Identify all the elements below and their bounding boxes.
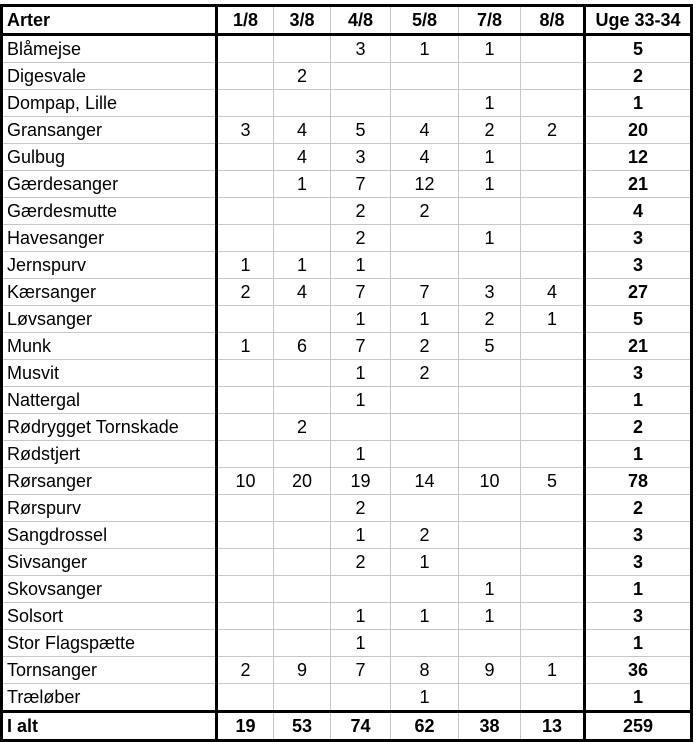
species-name-cell[interactable]: Kærsanger xyxy=(2,279,217,306)
count-cell[interactable]: 1 xyxy=(274,252,331,279)
column-header-date[interactable]: 8/8 xyxy=(521,6,585,35)
column-header-date[interactable]: 1/8 xyxy=(217,6,274,35)
count-cell[interactable] xyxy=(459,441,521,468)
count-cell[interactable] xyxy=(331,576,391,603)
species-total-cell[interactable]: 21 xyxy=(585,333,692,360)
count-cell[interactable] xyxy=(459,252,521,279)
count-cell[interactable]: 9 xyxy=(459,657,521,684)
species-name-cell[interactable]: Rødstjert xyxy=(2,441,217,468)
count-cell[interactable] xyxy=(521,630,585,657)
total-cell[interactable]: 74 xyxy=(331,712,391,741)
count-cell[interactable] xyxy=(217,360,274,387)
count-cell[interactable]: 1 xyxy=(391,306,459,333)
count-cell[interactable] xyxy=(391,63,459,90)
species-total-cell[interactable]: 4 xyxy=(585,198,692,225)
species-total-cell[interactable]: 2 xyxy=(585,495,692,522)
species-name-cell[interactable]: Havesanger xyxy=(2,225,217,252)
species-total-cell[interactable]: 3 xyxy=(585,225,692,252)
count-cell[interactable] xyxy=(391,252,459,279)
species-total-cell[interactable]: 3 xyxy=(585,522,692,549)
count-cell[interactable]: 4 xyxy=(521,279,585,306)
count-cell[interactable] xyxy=(274,603,331,630)
table-row xyxy=(2,657,692,684)
table-row xyxy=(2,603,692,630)
count-cell[interactable]: 2 xyxy=(391,198,459,225)
total-row xyxy=(2,712,692,741)
species-count-table xyxy=(0,4,693,742)
grand-total-cell[interactable]: 259 xyxy=(585,712,692,741)
species-total-cell[interactable]: 1 xyxy=(585,441,692,468)
table-row xyxy=(2,171,692,198)
column-header-week-total[interactable]: Uge 33-34 xyxy=(585,6,692,35)
count-cell[interactable]: 2 xyxy=(274,414,331,441)
count-cell[interactable] xyxy=(391,90,459,117)
count-cell[interactable]: 7 xyxy=(331,657,391,684)
count-cell[interactable]: 2 xyxy=(459,117,521,144)
species-name-cell[interactable]: Gærdesmutte xyxy=(2,198,217,225)
count-cell[interactable]: 4 xyxy=(274,279,331,306)
count-cell[interactable] xyxy=(521,198,585,225)
count-cell[interactable] xyxy=(217,495,274,522)
count-cell[interactable] xyxy=(459,414,521,441)
count-cell[interactable] xyxy=(217,198,274,225)
total-cell[interactable]: 62 xyxy=(391,712,459,741)
count-cell[interactable] xyxy=(217,35,274,63)
column-header-date[interactable]: 7/8 xyxy=(459,6,521,35)
count-cell[interactable] xyxy=(217,90,274,117)
count-cell[interactable]: 2 xyxy=(331,495,391,522)
count-cell[interactable]: 4 xyxy=(274,144,331,171)
count-cell[interactable] xyxy=(217,630,274,657)
count-cell[interactable] xyxy=(521,603,585,630)
species-total-cell[interactable]: 3 xyxy=(585,252,692,279)
species-total-cell[interactable]: 36 xyxy=(585,657,692,684)
species-total-cell[interactable]: 1 xyxy=(585,576,692,603)
table-row xyxy=(2,630,692,657)
count-cell[interactable] xyxy=(459,495,521,522)
count-cell[interactable] xyxy=(459,684,521,712)
count-cell[interactable] xyxy=(274,225,331,252)
count-cell[interactable]: 2 xyxy=(521,117,585,144)
count-cell[interactable]: 3 xyxy=(459,279,521,306)
count-cell[interactable]: 1 xyxy=(331,603,391,630)
species-total-cell[interactable]: 3 xyxy=(585,360,692,387)
count-cell[interactable] xyxy=(217,441,274,468)
species-total-cell[interactable]: 12 xyxy=(585,144,692,171)
count-cell[interactable] xyxy=(521,387,585,414)
header-row xyxy=(2,6,692,35)
table-row xyxy=(2,279,692,306)
species-name-cell[interactable]: Træløber xyxy=(2,684,217,712)
count-cell[interactable] xyxy=(274,630,331,657)
column-header-date[interactable]: 5/8 xyxy=(391,6,459,35)
count-cell[interactable] xyxy=(521,441,585,468)
count-cell[interactable] xyxy=(521,549,585,576)
count-cell[interactable]: 3 xyxy=(331,144,391,171)
count-cell[interactable]: 1 xyxy=(331,252,391,279)
count-cell[interactable] xyxy=(521,225,585,252)
species-total-cell[interactable]: 21 xyxy=(585,171,692,198)
count-cell[interactable] xyxy=(274,549,331,576)
count-cell[interactable] xyxy=(217,414,274,441)
count-cell[interactable]: 6 xyxy=(274,333,331,360)
table-row xyxy=(2,90,692,117)
count-cell[interactable]: 3 xyxy=(331,35,391,63)
species-total-cell[interactable]: 27 xyxy=(585,279,692,306)
count-cell[interactable]: 7 xyxy=(331,171,391,198)
total-cell[interactable]: 13 xyxy=(521,712,585,741)
count-cell[interactable] xyxy=(274,360,331,387)
table-row xyxy=(2,387,692,414)
count-cell[interactable] xyxy=(521,144,585,171)
count-cell[interactable] xyxy=(459,387,521,414)
table-row xyxy=(2,198,692,225)
count-cell[interactable] xyxy=(331,90,391,117)
count-cell[interactable] xyxy=(274,576,331,603)
species-name-cell[interactable]: Digesvale xyxy=(2,63,217,90)
count-cell[interactable] xyxy=(274,684,331,712)
count-cell[interactable] xyxy=(274,495,331,522)
species-total-cell[interactable]: 5 xyxy=(585,35,692,63)
count-cell[interactable] xyxy=(217,144,274,171)
total-cell[interactable]: 53 xyxy=(274,712,331,741)
count-cell[interactable]: 1 xyxy=(459,603,521,630)
count-cell[interactable] xyxy=(217,387,274,414)
species-name-cell[interactable]: Sivsanger xyxy=(2,549,217,576)
count-cell[interactable]: 2 xyxy=(217,657,274,684)
count-cell[interactable]: 7 xyxy=(391,279,459,306)
table-row xyxy=(2,684,692,712)
count-cell[interactable] xyxy=(217,684,274,712)
table-row xyxy=(2,117,692,144)
count-cell[interactable]: 1 xyxy=(391,603,459,630)
species-name-cell[interactable]: Gulbug xyxy=(2,144,217,171)
count-cell[interactable] xyxy=(459,522,521,549)
species-name-cell[interactable]: Gransanger xyxy=(2,117,217,144)
count-cell[interactable]: 10 xyxy=(459,468,521,495)
count-cell[interactable]: 1 xyxy=(217,252,274,279)
count-cell[interactable] xyxy=(217,576,274,603)
count-cell[interactable] xyxy=(521,684,585,712)
species-name-cell[interactable]: Sangdrossel xyxy=(2,522,217,549)
count-cell[interactable] xyxy=(521,252,585,279)
count-cell[interactable]: 9 xyxy=(274,657,331,684)
count-cell[interactable]: 4 xyxy=(391,117,459,144)
count-cell[interactable] xyxy=(391,441,459,468)
column-header-species[interactable]: Arter xyxy=(2,6,217,35)
count-cell[interactable] xyxy=(217,603,274,630)
count-cell[interactable]: 1 xyxy=(274,171,331,198)
count-cell[interactable] xyxy=(274,306,331,333)
count-cell[interactable]: 8 xyxy=(391,657,459,684)
count-cell[interactable] xyxy=(521,90,585,117)
count-cell[interactable] xyxy=(274,441,331,468)
count-cell[interactable]: 10 xyxy=(217,468,274,495)
count-cell[interactable]: 14 xyxy=(391,468,459,495)
table-row xyxy=(2,144,692,171)
count-cell[interactable] xyxy=(331,684,391,712)
table-row xyxy=(2,306,692,333)
species-name-cell[interactable]: Tornsanger xyxy=(2,657,217,684)
count-cell[interactable]: 7 xyxy=(331,279,391,306)
count-cell[interactable] xyxy=(331,414,391,441)
table-row xyxy=(2,252,692,279)
count-cell[interactable]: 1 xyxy=(459,576,521,603)
table-row xyxy=(2,333,692,360)
species-total-cell[interactable]: 1 xyxy=(585,387,692,414)
count-cell[interactable]: 12 xyxy=(391,171,459,198)
count-cell[interactable] xyxy=(391,495,459,522)
count-cell[interactable]: 1 xyxy=(331,360,391,387)
count-cell[interactable] xyxy=(391,225,459,252)
count-cell[interactable]: 7 xyxy=(331,333,391,360)
count-cell[interactable]: 2 xyxy=(217,279,274,306)
count-cell[interactable]: 1 xyxy=(459,90,521,117)
table-body xyxy=(2,35,692,712)
count-cell[interactable] xyxy=(521,171,585,198)
species-name-cell[interactable]: Munk xyxy=(2,333,217,360)
count-cell[interactable] xyxy=(274,35,331,63)
count-cell[interactable]: 2 xyxy=(391,522,459,549)
table-row xyxy=(2,522,692,549)
count-cell[interactable]: 2 xyxy=(391,333,459,360)
count-cell[interactable] xyxy=(217,171,274,198)
species-name-cell[interactable]: Rødrygget Tornskade xyxy=(2,414,217,441)
count-cell[interactable]: 1 xyxy=(391,35,459,63)
count-cell[interactable] xyxy=(521,576,585,603)
count-cell[interactable]: 3 xyxy=(217,117,274,144)
count-cell[interactable]: 2 xyxy=(331,198,391,225)
table-row xyxy=(2,360,692,387)
count-cell[interactable]: 2 xyxy=(274,63,331,90)
table-row xyxy=(2,414,692,441)
count-cell[interactable] xyxy=(459,360,521,387)
count-cell[interactable]: 2 xyxy=(459,306,521,333)
species-name-cell[interactable]: Rørsanger xyxy=(2,468,217,495)
count-cell[interactable] xyxy=(459,549,521,576)
count-cell[interactable] xyxy=(521,495,585,522)
count-cell[interactable]: 1 xyxy=(331,387,391,414)
count-cell[interactable]: 1 xyxy=(459,35,521,63)
count-cell[interactable] xyxy=(391,576,459,603)
table-row xyxy=(2,495,692,522)
species-total-cell[interactable]: 1 xyxy=(585,90,692,117)
count-cell[interactable] xyxy=(521,360,585,387)
count-cell[interactable]: 1 xyxy=(331,522,391,549)
total-label[interactable]: I alt xyxy=(2,712,217,741)
species-name-cell[interactable]: Gærdesanger xyxy=(2,171,217,198)
species-total-cell[interactable]: 2 xyxy=(585,414,692,441)
species-total-cell[interactable]: 1 xyxy=(585,684,692,712)
count-cell[interactable] xyxy=(391,414,459,441)
count-cell[interactable] xyxy=(331,63,391,90)
count-cell[interactable] xyxy=(521,35,585,63)
count-cell[interactable]: 4 xyxy=(391,144,459,171)
species-name-cell[interactable]: Skovsanger xyxy=(2,576,217,603)
count-cell[interactable] xyxy=(274,522,331,549)
count-cell[interactable]: 5 xyxy=(459,333,521,360)
count-cell[interactable] xyxy=(274,90,331,117)
species-total-cell[interactable]: 3 xyxy=(585,549,692,576)
count-cell[interactable] xyxy=(521,414,585,441)
count-cell[interactable]: 1 xyxy=(391,549,459,576)
count-cell[interactable] xyxy=(391,387,459,414)
count-cell[interactable]: 1 xyxy=(521,657,585,684)
table-row xyxy=(2,225,692,252)
species-name-cell[interactable]: Blåmejse xyxy=(2,35,217,63)
total-cell[interactable]: 38 xyxy=(459,712,521,741)
count-cell[interactable] xyxy=(521,522,585,549)
table-row xyxy=(2,35,692,63)
count-cell[interactable]: 1 xyxy=(217,333,274,360)
count-cell[interactable]: 5 xyxy=(331,117,391,144)
count-cell[interactable]: 5 xyxy=(521,468,585,495)
species-name-cell[interactable]: Rørspurv xyxy=(2,495,217,522)
count-cell[interactable] xyxy=(459,630,521,657)
count-cell[interactable] xyxy=(391,630,459,657)
species-name-cell[interactable]: Dompap, Lille xyxy=(2,90,217,117)
count-cell[interactable]: 19 xyxy=(331,468,391,495)
count-cell[interactable]: 1 xyxy=(331,441,391,468)
count-cell[interactable] xyxy=(217,522,274,549)
table-row xyxy=(2,441,692,468)
count-cell[interactable] xyxy=(459,63,521,90)
species-name-cell[interactable]: Musvit xyxy=(2,360,217,387)
count-cell[interactable]: 1 xyxy=(459,171,521,198)
table-row xyxy=(2,576,692,603)
species-total-cell[interactable]: 5 xyxy=(585,306,692,333)
count-cell[interactable] xyxy=(521,63,585,90)
count-cell[interactable]: 2 xyxy=(391,360,459,387)
total-cell[interactable]: 19 xyxy=(217,712,274,741)
species-total-cell[interactable]: 20 xyxy=(585,117,692,144)
count-cell[interactable]: 1 xyxy=(331,306,391,333)
species-name-cell[interactable]: Nattergal xyxy=(2,387,217,414)
count-cell[interactable]: 1 xyxy=(521,306,585,333)
column-header-date[interactable]: 3/8 xyxy=(274,6,331,35)
species-name-cell[interactable]: Solsort xyxy=(2,603,217,630)
count-cell[interactable]: 1 xyxy=(459,225,521,252)
count-cell[interactable]: 1 xyxy=(459,144,521,171)
count-cell[interactable] xyxy=(521,333,585,360)
species-total-cell[interactable]: 78 xyxy=(585,468,692,495)
count-cell[interactable] xyxy=(217,549,274,576)
count-cell[interactable] xyxy=(459,198,521,225)
table-row xyxy=(2,468,692,495)
count-cell[interactable] xyxy=(217,225,274,252)
table-row xyxy=(2,63,692,90)
species-name-cell[interactable]: Løvsanger xyxy=(2,306,217,333)
column-header-date[interactable]: 4/8 xyxy=(331,6,391,35)
count-cell[interactable]: 4 xyxy=(274,117,331,144)
count-cell[interactable]: 2 xyxy=(331,225,391,252)
count-cell[interactable] xyxy=(217,306,274,333)
species-total-cell[interactable]: 3 xyxy=(585,603,692,630)
table-row xyxy=(2,549,692,576)
count-cell[interactable]: 1 xyxy=(331,630,391,657)
count-cell[interactable]: 20 xyxy=(274,468,331,495)
species-total-cell[interactable]: 2 xyxy=(585,63,692,90)
count-cell[interactable] xyxy=(274,387,331,414)
count-cell[interactable]: 2 xyxy=(331,549,391,576)
count-cell[interactable]: 1 xyxy=(391,684,459,712)
count-cell[interactable] xyxy=(274,198,331,225)
species-total-cell[interactable]: 1 xyxy=(585,630,692,657)
species-name-cell[interactable]: Jernspurv xyxy=(2,252,217,279)
species-name-cell[interactable]: Stor Flagspætte xyxy=(2,630,217,657)
count-cell[interactable] xyxy=(217,63,274,90)
